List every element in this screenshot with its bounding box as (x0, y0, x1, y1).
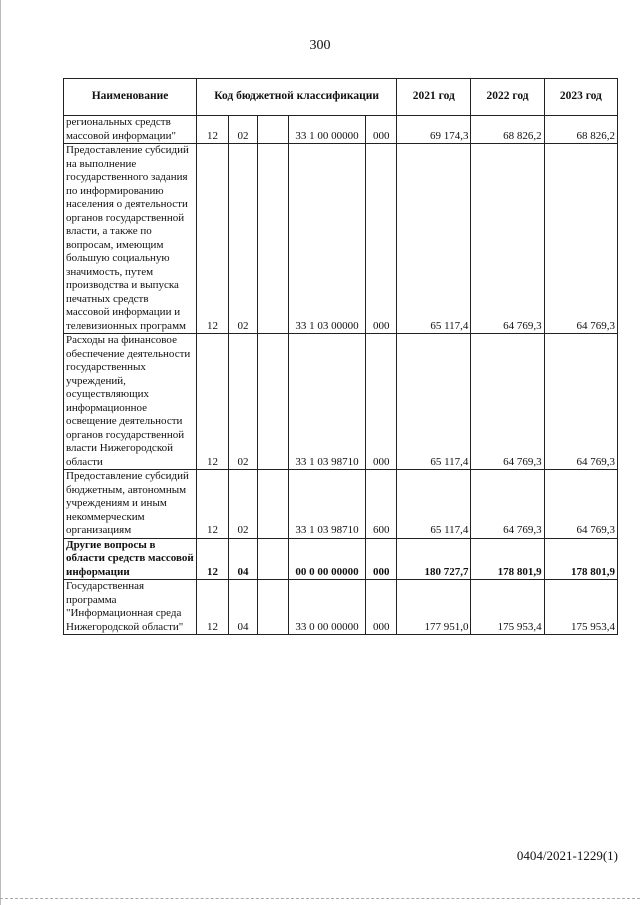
cell-2023: 178 801,9 (544, 538, 617, 580)
cell-code-section: 12 (197, 580, 229, 635)
cell-empty (257, 470, 288, 539)
scan-edge (0, 0, 1, 905)
cell-code-target: 33 1 00 00000 (288, 116, 365, 144)
cell-2022: 175 953,4 (471, 580, 544, 635)
cell-2021: 177 951,0 (397, 580, 471, 635)
cell-code-section: 12 (197, 538, 229, 580)
cell-name: Государственная программа "Информационная среда Нижегородской области" (64, 580, 197, 635)
cell-code-expense: 000 (366, 144, 397, 334)
cell-empty (257, 580, 288, 635)
cell-code-subsection: 04 (229, 538, 258, 580)
cell-2021: 65 117,4 (397, 334, 471, 470)
header-code: Код бюджетной классификации (197, 79, 397, 116)
cell-code-expense: 600 (366, 470, 397, 539)
table-header-row (64, 79, 618, 116)
cell-code-section: 12 (197, 144, 229, 334)
cell-2022: 64 769,3 (471, 470, 544, 539)
cell-code-section: 12 (197, 116, 229, 144)
cell-2023: 64 769,3 (544, 470, 617, 539)
cell-2021: 65 117,4 (397, 470, 471, 539)
header-2022: 2022 год (471, 79, 544, 116)
cell-2023: 64 769,3 (544, 144, 617, 334)
cell-code-subsection: 02 (229, 334, 258, 470)
header-2023: 2023 год (544, 79, 617, 116)
cell-name: Другие вопросы в области средств массовой информации (64, 538, 197, 580)
cell-code-target: 33 1 03 00000 (288, 144, 365, 334)
header-name: Наименование (64, 79, 197, 116)
cell-2022: 178 801,9 (471, 538, 544, 580)
page-number: 300 (309, 38, 331, 53)
table-row (64, 116, 618, 144)
cell-code-section: 12 (197, 334, 229, 470)
scan-edge-bottom (0, 898, 640, 899)
cell-2023: 64 769,3 (544, 334, 617, 470)
cell-name: Расходы на финансовое обеспечение деятельности государственных учреждений, осуществляющих информационное освещение деятельности органов государственной власти Нижегородской области (64, 334, 197, 470)
table-row (64, 470, 618, 539)
cell-code-target: 33 0 00 00000 (288, 580, 365, 635)
cell-code-target: 00 0 00 00000 (288, 538, 365, 580)
cell-code-subsection: 02 (229, 470, 258, 539)
cell-name: Предоставление субсидий на выполнение государственного задания по информированию населения о деятельности органов государственной власти, а также по вопросам, имеющим большую социальную значимость, путем производства и выпуска печатных средств массовой информации и телевизионных программ (64, 144, 197, 334)
cell-2021: 180 727,7 (397, 538, 471, 580)
cell-2021: 69 174,3 (397, 116, 471, 144)
cell-code-expense: 000 (366, 580, 397, 635)
table-row (64, 538, 618, 580)
cell-empty (257, 116, 288, 144)
table-row (64, 580, 618, 635)
cell-code-target: 33 1 03 98710 (288, 470, 365, 539)
cell-code-subsection: 02 (229, 144, 258, 334)
cell-2022: 64 769,3 (471, 334, 544, 470)
cell-code-subsection: 02 (229, 116, 258, 144)
cell-name: Предоставление субсидий бюджетным, автономным учреждениям и иным некоммерческим организациям (64, 470, 197, 539)
table-row (64, 144, 618, 334)
cell-empty (257, 334, 288, 470)
cell-2022: 64 769,3 (471, 144, 544, 334)
cell-empty (257, 144, 288, 334)
cell-name: региональных средств массовой информации" (64, 116, 197, 144)
table-row (64, 334, 618, 470)
cell-2021: 65 117,4 (397, 144, 471, 334)
document-number: 0404/2021-1229(1) (516, 848, 618, 863)
budget-table (63, 78, 618, 635)
cell-code-target: 33 1 03 98710 (288, 334, 365, 470)
cell-2023: 175 953,4 (544, 580, 617, 635)
cell-code-expense: 000 (366, 334, 397, 470)
cell-code-expense: 000 (366, 116, 397, 144)
header-2021: 2021 год (397, 79, 471, 116)
cell-code-subsection: 04 (229, 580, 258, 635)
cell-empty (257, 538, 288, 580)
cell-code-section: 12 (197, 470, 229, 539)
cell-2022: 68 826,2 (471, 116, 544, 144)
cell-2023: 68 826,2 (544, 116, 617, 144)
cell-code-expense: 000 (366, 538, 397, 580)
